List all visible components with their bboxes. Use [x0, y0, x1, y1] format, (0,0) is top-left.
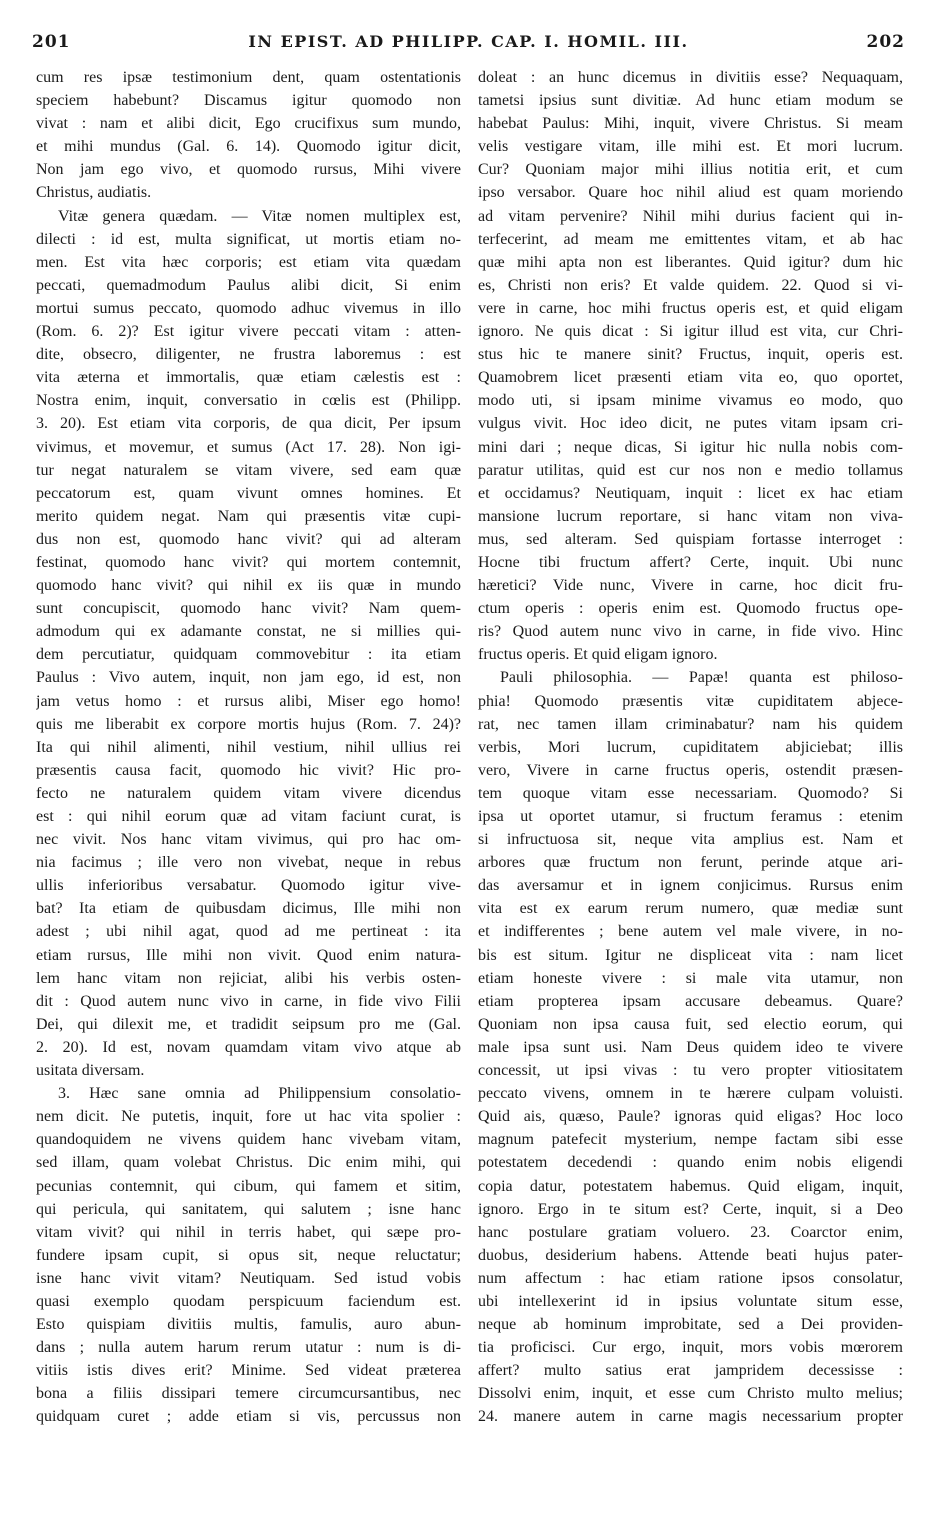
- text-line: stus hic te manere sinit? Fructus, inquit, operis est.: [478, 346, 903, 364]
- text-line: quidquam curet ; adde etiam si vis, percussus non: [36, 1408, 461, 1426]
- text-line: Quid ais, quæso, Paule? ignoras quid eligas? Hoc loco: [478, 1108, 903, 1126]
- text-line: mortui sumus peccato, quomodo adhuc vivemus in illo: [36, 299, 461, 317]
- text-line: isne hanc vivit vitam? Neutiquam. Sed istud vobis: [36, 1269, 461, 1287]
- text-line: peccato vivens, omnem in te hærere culpam voluisti.: [478, 1085, 903, 1103]
- text-line: quomodo hanc vivit? qui nihil ex iis quæ in mundo: [36, 577, 461, 595]
- text-line: mansione lucrum reportare, si hanc vitam non viva-: [478, 507, 903, 525]
- running-title: IN EPIST. AD PHILIPP. CAP. I. HOMIL. III.: [248, 32, 689, 51]
- text-line: nec vivit. Nos hanc vitam vivimus, qui pro hac om-: [36, 831, 461, 849]
- left-column: [36, 66, 461, 1526]
- text-line: festinat, quomodo hanc vivit? qui mortem contemnit,: [36, 553, 461, 571]
- text-line: Dissolvi enim, inquit, et esse cum Christo multo melius;: [478, 1385, 903, 1403]
- text-line: fecto ne naturalem quidem vitam vivere dicendus: [36, 784, 461, 802]
- text-line: tametsi ipsius sunt divitiæ. Ad hunc etiam modum se: [478, 92, 903, 110]
- text-line: etiam honeste vivere : si male vita utamur, non: [478, 969, 903, 987]
- page-header: [32, 32, 905, 58]
- text-line: usitata diversam.: [36, 1062, 145, 1080]
- page-number-right: 202: [866, 32, 905, 52]
- text-line: et indifferentes ; bene autem vel male vivere, in no-: [478, 923, 903, 941]
- text-line: est : qui nihil eorum quæ ad vitam faciunt curat, is: [36, 808, 461, 825]
- text-line: phia! Quomodo præsentis vitæ cupiditatem abjece-: [478, 692, 903, 710]
- text-line: magnum patefecit mysterium, nempe factam sibi esse: [478, 1131, 903, 1149]
- text-line: jam vetus homo : et rursus alibi, Miser ego homo!: [36, 692, 461, 710]
- text-line: dit : Quod autem nunc vivo in carne, in fide vivo Filii: [36, 992, 461, 1010]
- text-line: bona a filiis dissipari temere circumcursantibus, nec: [36, 1385, 461, 1403]
- text-line: ad vitam pervenire? Nihil mihi durius facient qui in-: [478, 207, 903, 225]
- text-line: Quoniam non ipsa causa fuit, sed electio eorum, qui: [478, 1015, 903, 1033]
- text-line: Cur? Quoniam major mihi illius notitia erit, et cum: [478, 161, 903, 179]
- text-line: nem dicit. Ne putetis, inquit, fore ut hac vita spolier :: [36, 1108, 461, 1126]
- text-line: verbis, Mori lucrum, cupiditatem abjiciebat; illis: [478, 738, 903, 756]
- text-line: fructus operis. Et quid eligam ignoro.: [478, 646, 718, 664]
- text-line: tia proficisci. Cur ergo, inquit, mors vobis mœrorem: [478, 1339, 903, 1357]
- text-line: vivimus, et movemur, et sumus (Act 17. 28). Non igi-: [36, 438, 461, 456]
- text-line: 3. 20). Est etiam vita corporis, de qua dicit, Per ipsum: [36, 415, 461, 433]
- text-line: peccati, quemadmodum Paulus alibi dicit, Si enim: [36, 276, 461, 294]
- text-line: vitiis istis dives erit? Minime. Sed videat præterea: [36, 1362, 461, 1380]
- text-line: vita æterna et immortalis, quæ etiam cælestis est :: [36, 369, 461, 387]
- text-line: mus, sed alteram. Sed quispiam fortasse interroget :: [478, 530, 903, 548]
- text-line: affert? multo satius erat jampridem decessisse :: [478, 1362, 903, 1380]
- text-line: copia datur, potestatem habemus. Quid eligam, inquit,: [478, 1177, 903, 1195]
- text-line: potestatem decedendi : quando enim nobis eligendi: [478, 1154, 903, 1172]
- text-line: habebat Paulus: Mihi, inquit, vivere Christus. Si meam: [478, 115, 903, 133]
- text-line: hanc postulare gratiam voluero. 23. Coarctor enim,: [478, 1223, 903, 1241]
- text-line: lem hanc vitam non rejiciat, alibi his verbis osten-: [36, 969, 461, 987]
- text-line: 2. 20). Id est, novam quamdam vitam vivo atque ab: [36, 1038, 461, 1056]
- text-line: arbores quæ fructum non ferunt, perinde atque ari-: [478, 854, 903, 872]
- text-line: tem quoque vitam esse necessariam. Quomodo? Si: [478, 784, 903, 802]
- text-line: paratur utilitas, quid est cur nos non e medio tollamus: [478, 461, 903, 479]
- page-number-left: 201: [32, 32, 71, 52]
- text-line: (Rom. 6. 2)? Est igitur vivere peccati vitam : atten-: [36, 323, 461, 341]
- text-line: Quamobrem licet præsenti etiam vita eo, quo oportet,: [478, 369, 903, 387]
- text-line: dite, obsecro, diligenter, ne frustra laboremus : est: [36, 346, 461, 364]
- text-line: Pauli philosophia. — Papæ! quanta est philoso-: [500, 669, 903, 687]
- text-line: et mihi mundus (Gal. 6. 14). Quomodo igitur dicit,: [36, 138, 461, 156]
- text-line: etiam rursus, Ille mihi non vivit. Quod enim natura-: [36, 946, 461, 964]
- text-line: modo uti, si ipsam minime vivamus eo modo, quo: [478, 392, 903, 410]
- text-line: si infructuosa sit, neque vita amplius est. Nam et: [478, 831, 903, 849]
- text-line: ubi intellexerint id in ipsius voluntate situm esse,: [478, 1292, 903, 1310]
- text-line: vivat : nam et alibi dicit, Ego crucifixus sum mundo,: [36, 115, 461, 133]
- text-line: mini dari ; neque dicas, Si igitur hic nulla nobis com-: [478, 438, 903, 456]
- text-line: tur negat naturalem se vitam vivere, sed eam quæ: [36, 461, 461, 479]
- text-line: ignoro. Ergo in te situm est? Certe, inquit, si a Deo: [478, 1200, 903, 1218]
- text-line: 24. manere autem in carne magis necessarium propter: [478, 1408, 903, 1426]
- text-line: ctum operis : operis enim est. Quomodo fructus ope-: [478, 600, 903, 618]
- text-line: peccatorum est, quam vivunt omnes homines. Et: [36, 484, 461, 502]
- text-line: es, Christi non eris? Et valde quidem. 22. Quod si vi-: [478, 276, 903, 294]
- text-line: ipso versabor. Quare hoc nihil aliud est quam moriendo: [478, 184, 903, 202]
- text-line: das aversamur et in ignem conjicimus. Rursus enim: [478, 877, 903, 895]
- text-line: rat, nec tamen illam criminabatur? nam his quidem: [478, 715, 903, 733]
- text-line: adest ; ubi nihil agat, quod ad me pertineat : ita: [36, 923, 461, 941]
- right-column: [478, 66, 903, 1526]
- text-line: duobus, desiderium habens. Attende beati hujus pater-: [478, 1246, 903, 1264]
- text-line: fundere ipsam cupit, si opus sit, neque reluctatur;: [36, 1246, 461, 1264]
- text-line: Nostra enim, inquit, conversatio in cœlis est (Philipp.: [36, 392, 461, 410]
- text-line: Esto quispiam divitiis multis, famulis, auro abun-: [36, 1316, 461, 1334]
- text-line: terfecerint, ad meam me emittentes vitam, et ab hac: [478, 230, 903, 248]
- text-line: Christus, audiatis.: [36, 184, 152, 202]
- text-line: hæretici? Vide nunc, Vivere in carne, hoc dicit fru-: [478, 577, 903, 595]
- text-line: cum res ipsæ testimonium dent, quam ostentationis: [36, 69, 461, 86]
- text-line: admodum qui ex adamante constat, ne si millies qui-: [36, 623, 461, 641]
- text-line: Dei, qui dilexit me, et tradidit seipsum pro me (Gal.: [36, 1015, 461, 1033]
- text-line: 3. Hæc sane omnia ad Philippensium consolatio-: [58, 1085, 461, 1103]
- text-line: merito quidem negat. Nam qui præsentis vitæ cupi-: [36, 507, 461, 525]
- text-line: pecunias contemnit, qui cibum, qui famem et sitim,: [36, 1177, 461, 1195]
- text-line: concessit, ut ipsi vivas : tu vero propter vitiositatem: [478, 1062, 903, 1080]
- text-line: neque ab hominum improbitate, sed a Dei providen-: [478, 1316, 903, 1334]
- text-line: ignoro. Ne quis dicat : Si igitur illud est vita, cur Chri-: [478, 323, 903, 341]
- text-line: quandoquidem ne vivens quidem hanc vivebam vitam,: [36, 1131, 461, 1149]
- text-line: qui pericula, qui sanitatem, qui salutem ; isne hanc: [36, 1200, 461, 1218]
- text-line: num affectum : hac etiam ratione ipsos consolatur,: [478, 1269, 903, 1287]
- text-line: vita est ex earum rerum numero, quæ mediæ sunt: [478, 900, 903, 918]
- text-line: sunt concupiscit, quomodo hanc vivit? Nam quem-: [36, 600, 461, 618]
- text-line: doleat : an hunc dicemus in divitiis esse? Nequaquam,: [478, 69, 903, 86]
- text-line: dilecti : id est, multa significat, ut mortis etiam no-: [36, 230, 461, 248]
- text-line: Paulus : Vivo autem, inquit, non jam ego, id est, non: [36, 669, 461, 687]
- text-line: vero, Vivere in carne fructus operis, ostendit præsen-: [478, 761, 903, 779]
- text-line: quæ mihi apta non est liberantes. Quid igitur? dum hic: [478, 253, 903, 271]
- text-line: et occidamus? Neutiquam, inquit : licet ex hac etiam: [478, 484, 903, 502]
- text-line: dans ; nulla autem harum rerum utatur : num is di-: [36, 1339, 461, 1357]
- text-line: ris? Quod autem nunc vivo in carne, in fide vivo. Hinc: [478, 623, 903, 641]
- text-line: quasi exemplo quodam perspicuum faciendum est.: [36, 1292, 461, 1310]
- text-line: quis me liberabit ex corpore mortis hujus (Rom. 7. 24)?: [36, 715, 461, 733]
- text-line: bat? Ita etiam de quibusdam dicimus, Ille mihi non: [36, 900, 461, 918]
- text-line: nia facimus ; ille vero non vivebat, neque in rebus: [36, 854, 461, 872]
- text-line: vitam vivit? qui nihil in terris habet, qui sæpe pro-: [36, 1223, 461, 1241]
- text-line: male ipsa sunt usi. Nam Deus quidem ideo te vivere: [478, 1038, 903, 1056]
- text-line: dus non est, quomodo hanc vivit? qui ad alteram: [36, 530, 461, 548]
- text-line: speciem habebunt? Discamus igitur quomodo non: [36, 92, 461, 110]
- text-line: Vitæ genera quædam. — Vitæ nomen multiplex est,: [58, 207, 461, 225]
- text-line: Hocne tibi fructum affert? Certe, inquit. Ubi nunc: [478, 553, 903, 571]
- text-line: Ita qui nihil alimenti, nihil vestium, nihil ullius rei: [36, 738, 461, 756]
- text-line: Non jam ego vivo, et quomodo rursus, Mihi vivere: [36, 161, 461, 179]
- text-line: vulgus vivit. Hoc ideo dicit, ne putes vitam ipsam cri-: [478, 415, 903, 433]
- text-line: præsentis causa facit, quomodo hic vivit? Hic pro-: [36, 761, 461, 779]
- text-line: ipsa ut oportet utamur, si fructum feramus : etenim: [478, 808, 903, 825]
- text-line: vere in carne, hoc mihi fructus operis est, et quid eligam: [478, 299, 903, 317]
- text-line: etiam propterea ipsam accusare debeamus. Quare?: [478, 992, 903, 1010]
- text-line: sed illam, quam volebat Christus. Dic enim mihi, qui: [36, 1154, 461, 1172]
- text-line: men. Est vita hæc corporis; est etiam vita quædam: [36, 253, 461, 271]
- text-line: ullis inferioribus versabatur. Quomodo igitur vive-: [36, 877, 461, 895]
- text-line: velis vestigare vitam, ille mihi est. Et mori lucrum.: [478, 138, 903, 156]
- text-line: bis est situm. Igitur ne displiceat vita : nam licet: [478, 946, 903, 964]
- text-line: dem percutiatur, quidquam commovebitur : ita etiam: [36, 646, 461, 664]
